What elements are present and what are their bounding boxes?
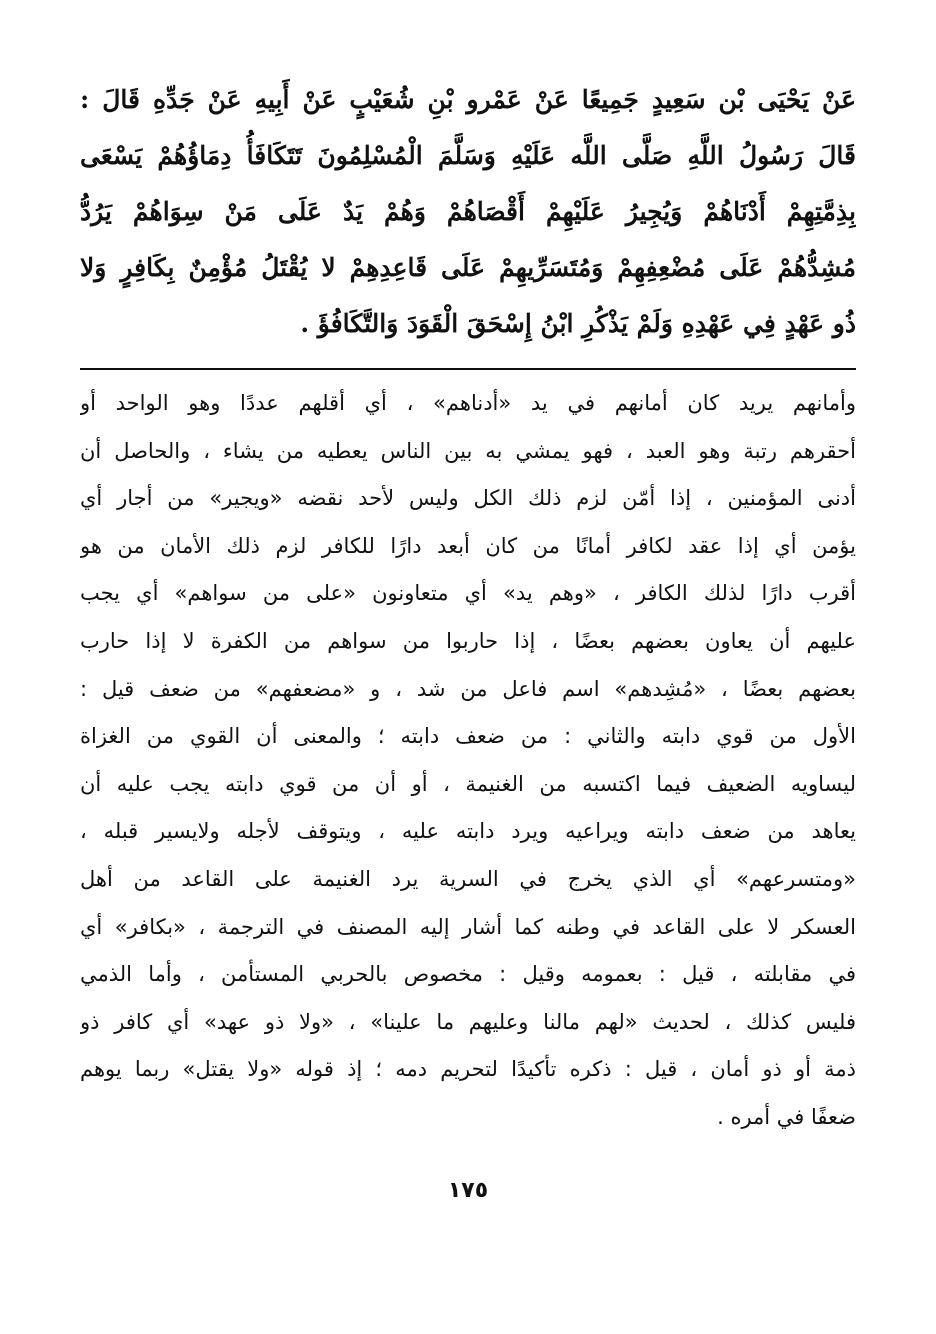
commentary-line: أحقرهم رتبة وهو العبد ، فهو يمشي به بين الناس يعطيه من يشاء ، والحاصل أن [80,438,856,463]
commentary-line: يؤمن أي إذا عقد لكافر أمانًا من كان أبعد دارًا للكافر لزم ذلك الأمان من هو [80,533,856,558]
commentary-line: أقرب دارًا لذلك الكافر ، «وهم يد» أي متعاونون «على من سواهم» أي يجب [80,581,856,606]
page-number: ١٧٥ [447,1178,489,1203]
hadith-line: عَنْ يَحْيَى بْن سَعِيدٍ جَمِيعًا عَنْ عَمْرو بْنِ شُعَيْبٍ عَنْ أَبِيهِ عَنْ جَدِّهِ قَالَ : [80,85,856,114]
commentary-line: فليس كذلك ، لحديث «لهم مالنا وعليهم ما علينا» ، «ولا ذو عهد» أي كافر ذو [80,1009,856,1034]
commentary-line: أدنى المؤمنين ، إذا أمّن لزم ذلك الكل وليس لأحد نقضه «ويجير» من أجار أي [80,486,856,511]
hadith-line: مُشِدُّهُمْ عَلَى مُضْعِفِهِمْ وَمُتَسَرِّيهِمْ عَلَى قَاعِدِهِمْ لا يُقْتَلُ مُؤْمِنٌ بِكَافِرٍ وَلا [80,253,856,282]
commentary-line: «ومتسرعهم» أي الذي يخرج في السرية يرد الغنيمة على القاعد من أهل [80,866,856,891]
hadith-line: قَالَ رَسُولُ اللَّهِ صَلَّى اللَّه عَلَيْهِ وَسَلَّمَ الْمُسْلِمُونَ تَتَكَافَأُ دِمَاؤُهُمْ يَسْعَى [80,141,856,170]
hadith-line: ذُو عَهْدٍ فِي عَهْدِهِ وَلَمْ يَذْكُرِ ابْنُ إِسْحَقَ الْقَوَدَ وَالتَّكَافُؤَ . [300,309,856,338]
commentary-line: بعضهم بعضًا ، «مُشِدهم» اسم فاعل من شد ، و «مضعفهم» من ضعف قيل : [80,676,856,701]
commentary-line: في مقابلته ، قيل : بعمومه وقيل : مخصوص بالحربي المستأمن ، وأما الذمي [80,962,856,987]
commentary-line: ضعفًا في أمره . [717,1104,856,1129]
section-divider [80,368,856,370]
hadith-line: بِذِمَّتِهِمْ أَدْنَاهُمْ وَيُجِيرُ عَلَيْهِمْ أَقْصَاهُمْ وَهُمْ يَدٌ عَلَى مَنْ سِوَاهُمْ يَرُدُّ [80,197,856,226]
commentary-line: ذمة أو ذو أمان ، قيل : ذكره تأكيدًا لتحريم دمه ؛ إذ قوله «ولا يقتل» ربما يوهم [80,1057,856,1082]
commentary-line: وأمانهم يريد كان أمانهم في يد «أدناهم» ، أي أقلهم عددًا وهو الواحد أو [80,391,856,415]
commentary-line: ليساويه الضعيف فيما اكتسبه من الغنيمة ، أو أن من قوي دابته يجب عليه أن [80,771,856,796]
commentary-line: يعاهد من ضعف دابته ويراعيه ويرد دابته عليه ، ويتوقف لأجله ولايسير قبله ، [80,819,856,844]
commentary-line: عليهم أن يعاون بعضهم بعضًا ، إذا حاربوا من سواهم من الكفرة لا إذا حارب [80,628,856,653]
commentary-text [80,380,856,1142]
commentary-line: العسكر لا على القاعد في وطنه كما أشار إليه المصنف في الترجمة ، «بكافر» أي [80,914,856,939]
commentary-line: الأول من قوي دابته والثاني : من ضعف دابته ؛ والمعنى أن القوي من الغزاة [80,724,856,749]
hadith-text [80,72,856,352]
